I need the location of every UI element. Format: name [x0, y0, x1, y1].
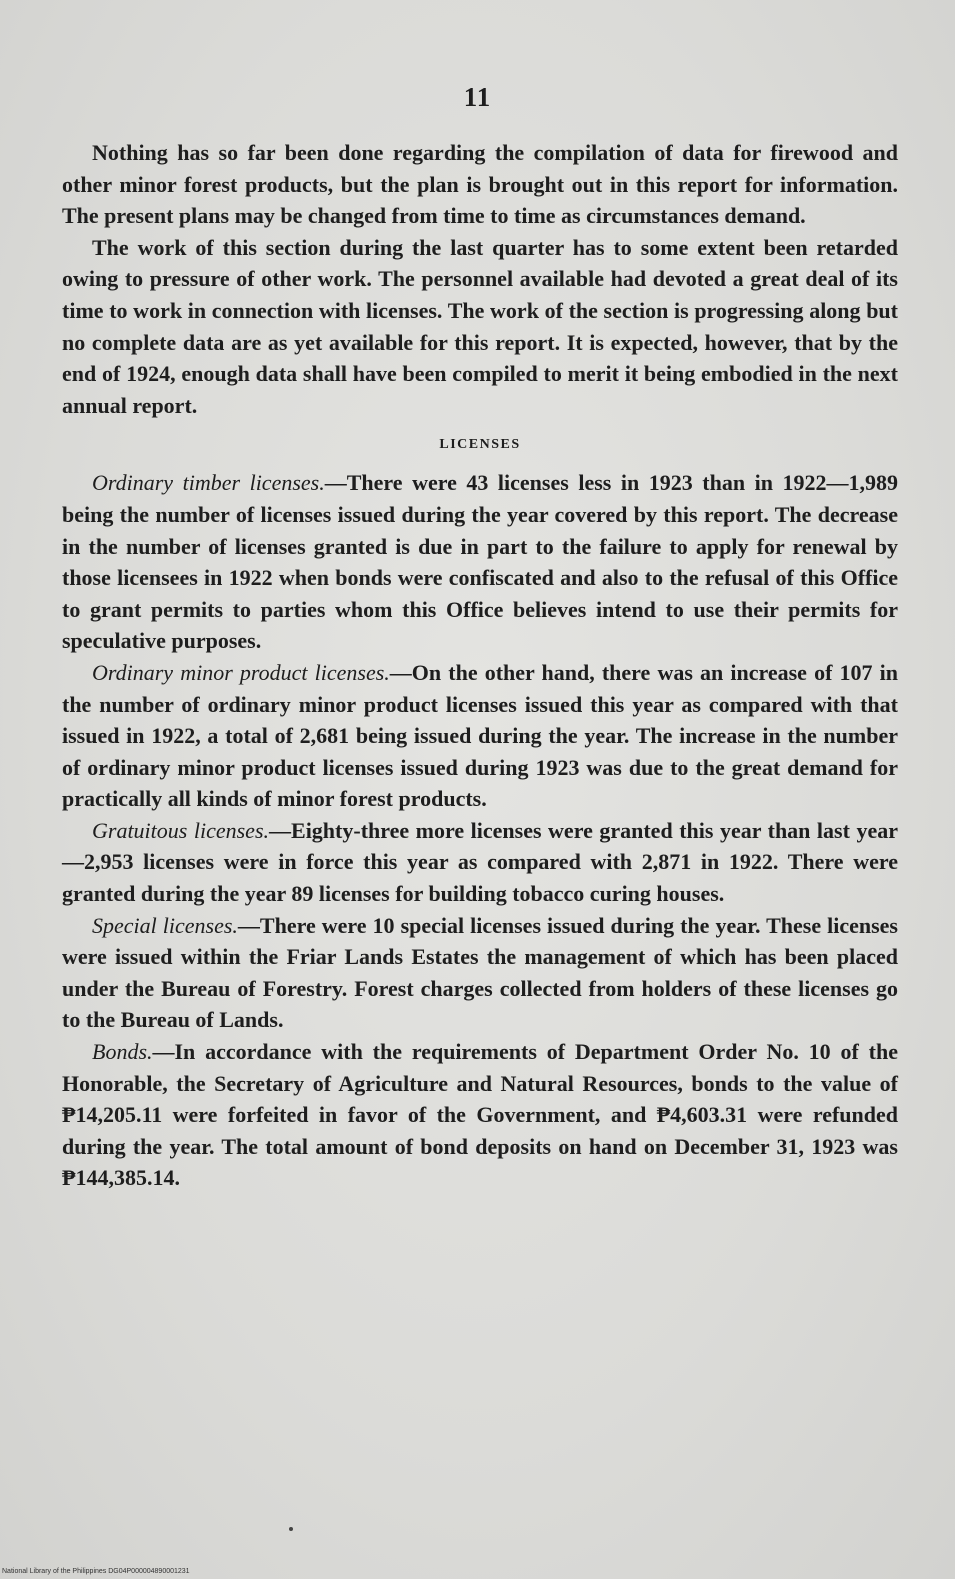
paragraph-text: —On the other hand, there was an increase of 107 in the number of ordinary minor product licenses issued this year as compared with that issued in 1922, a total of 2,681 being issued during the year. The increase in the number of ordinary minor product licenses issued during 1923 was due to the great demand for practically all kinds of minor forest products. [62, 659, 898, 812]
paragraph-text: —Eighty-three more licenses were granted this year than last year—2,953 licenses were in force this year as compared with 2,871 in 1922. There were granted during the year 89 licenses for building tobacco curing houses. [62, 817, 898, 907]
paragraph-bonds [62, 1036, 898, 1194]
paragraph-special-licenses [62, 910, 898, 1036]
paragraph-minor-products-plan: Nothing has so far been done regarding the compilation of data for firewood and other minor forest products, but the plan is brought out in this report for information. The present plans may be changed from time to time as circumstances demand. [62, 140, 898, 229]
run-in-heading: Ordinary minor product licenses. [92, 659, 390, 685]
paragraph-ordinary-minor-product-licenses [62, 657, 898, 815]
paragraph-text: —In accordance with the requirements of Department Order No. 10 of the Honorable, the Secretary of Agriculture and Natural Resources, bonds to the value of ₱14,205.11 were forfeited in favor of the Government, and ₱4,603.31 were refunded during the year. The total amount of bond deposits on hand on December 31, 1923 was ₱144,385.14. [62, 1039, 898, 1191]
paragraph-gratuitous-licenses [62, 815, 898, 910]
page-number: 11 [463, 82, 492, 112]
paragraph-ordinary-timber-licenses [62, 467, 898, 657]
paragraph-text: —There were 10 special licenses issued during the year. These licenses were issued within the Friar Lands Estates the management of which has been placed under the Bureau of Forestry. Forest charges collected from holders of these licenses go to the Bureau of Lands. [62, 912, 898, 1033]
scan-footer: National Library of the Philippines DG04P000004890001231 [2, 1568, 190, 1575]
paragraph-text: —There were 43 licenses less in 1923 than in 1922—1,989 being the number of licenses issued during the year covered by this report. The decrease in the number of licenses granted is due in part to the failure to apply for renewal by those licensees in 1922 when bonds were confiscated and also to the refusal of this Office to grant permits to parties whom this Office believes intend to use their permits for speculative purposes. [62, 470, 899, 654]
run-in-heading: Ordinary timber licenses. [92, 470, 325, 496]
run-in-heading: Bonds. [92, 1039, 153, 1065]
page-body [62, 137, 898, 1194]
run-in-heading: Gratuitous licenses. [92, 817, 270, 843]
section-heading-licenses: LICENSES [439, 437, 521, 453]
run-in-heading: Special licenses. [92, 912, 238, 938]
print-speck [289, 1527, 293, 1531]
paragraph-section-work: The work of this section during the last quarter has to some extent been retarded owing to pressure of other work. The personnel available had devoted a great deal of its time to work in connection with licenses. The work of the section is progressing along but no complete data are as yet available for this report. It is expected, however, that by the end of 1924, enough data shall have been compiled to merit it being embodied in the next annual report. [62, 234, 898, 418]
